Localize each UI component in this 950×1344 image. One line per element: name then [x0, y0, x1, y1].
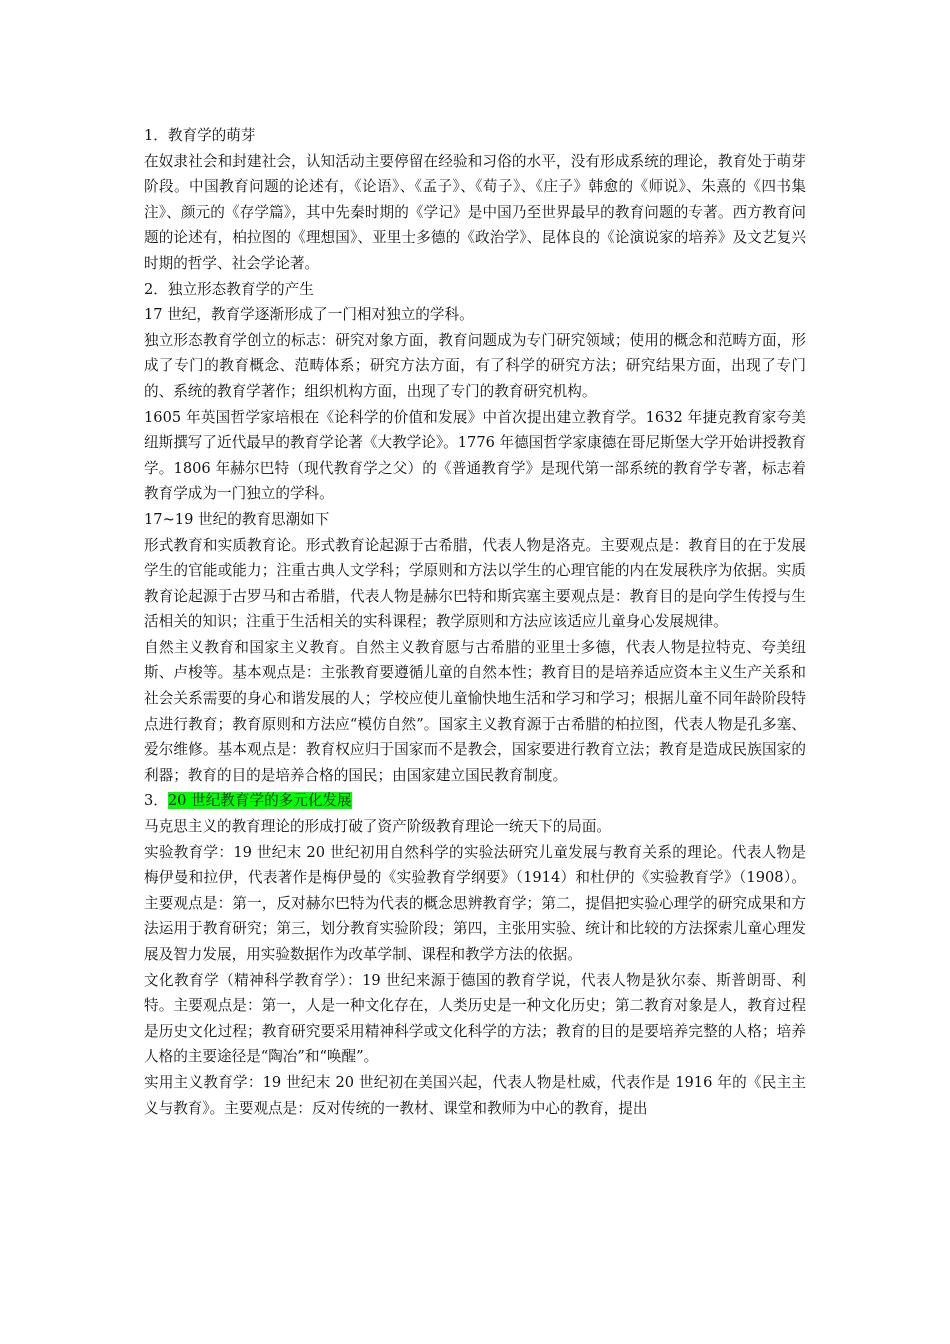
section3-heading [144, 788, 806, 814]
section3-number: 3． [144, 792, 168, 810]
section1-title: 1．教育学的萌芽 [144, 127, 256, 144]
section1-paragraph-1: 在奴隶社会和封建社会，认知活动主要停留在经验和习俗的水平，没有形成系统的理论，教育处于萌芽阶段。中国教育问题的论述有，《论语》、《孟子》、《荀子》、《庄子》韩愈的《师说》、朱熹的《四书集注》、颜元的《存学篇》，其中先秦时期的《学记》是中国乃至世界最早的教育问题的专著。西方教育问题的论述有，柏拉图的《理想国》、亚里士多德的《政治学》、昆体良的《论演说家的培养》及文艺复兴时期的哲学、社会学论著。 [144, 152, 806, 272]
section3-title-highlighted: 20 世纪教育学的多元化发展 [167, 792, 352, 810]
section2-paragraph-5: 形式教育和实质教育论。形式教育论起源于古希腊，代表人物是洛克。主要观点是：教育目的在于发展学生的官能或能力；注重古典人文学科；学原则和方法以学生的心理官能的内在发展秩序为依据。实质教育论起源于古罗马和古希腊，代表人物是赫尔巴特和斯宾塞主要观点是：教育目的是向学生传授与生活相关的知识；注重于生活相关的实科课程；教学原则和方法应该适应儿童身心发展规律。 [144, 536, 806, 631]
document-page [144, 123, 806, 1121]
section2-paragraph-4: 17~19 世纪的教育思潮如下 [144, 510, 330, 528]
section2-paragraph-2: 独立形态教育学创立的标志：研究对象方面，教育问题成为专门研究领域；使用的概念和范畴方面，形成了专门的教育概念、范畴体系；研究方法方面，有了科学的研究方法；研究结果方面，出现了专门的、系统的教育学著作；组织机构方面，出现了专门的教育研究机构。 [144, 331, 806, 400]
section3-paragraph-4: 实用主义教育学：19 世纪末 20 世纪初在美国兴起，代表人物是杜威，代表作是 1916 年的《民主主义与教育》。主要观点是：反对传统的一教材、课堂和教师为中心的教育，提出 [144, 1073, 806, 1117]
section3-paragraph-3: 文化教育学（精神科学教育学）：19 世纪来源于德国的教育学说，代表人物是狄尔泰、斯普朗哥、利特。主要观点是：第一，人是一种文化存在，人类历史是一种文化历史；第二教育对象是人，教育过程是历史文化过程；教育研究要采用精神科学或文化科学的方法；教育的目的是要培养完整的人格；培养人格的主要途径是“陶冶”和“唤醒”。 [144, 971, 806, 1066]
section2-title: 2．独立形态教育学的产生 [144, 280, 314, 298]
section2-paragraph-3: 1605 年英国哲学家培根在《论科学的价值和发展》中首次提出建立教育学。1632 年捷克教育家夸美纽斯撰写了近代最早的教育学论著《大教学论》。1776 年德国哲学家康德在哥尼斯堡大学开始讲授教育学。1806 年赫尔巴特（现代教育学之父）的《普通教育学》是现代第一部系统的教育学专著，标志着教育学成为一门独立的学科。 [144, 408, 807, 503]
section3-paragraph-2: 实验教育学：19 世纪末 20 世纪初用自然科学的实验法研究儿童发展与教育关系的理论。代表人物是梅伊曼和拉伊，代表著作是梅伊曼的《实验教育学纲要》（1914）和杜伊的《实验教育学》（1908）。主要观点是：第一，反对赫尔巴特为代表的概念思辨教育学；第二，提倡把实验心理学的研究成果和方法运用于教育研究；第三，划分教育实验阶段；第四，主张用实验、统计和比较的方法探索儿童心理发展及智力发展，用实验数据作为改革学制、课程和教学方法的依据。 [144, 843, 806, 963]
section2-paragraph-1: 17 世纪，教育学逐渐形成了一门相对独立的学科。 [144, 306, 474, 324]
section3-paragraph-1: 马克思主义的教育理论的形成打破了资产阶级教育理论一统天下的局面。 [144, 818, 612, 836]
section2-paragraph-6: 自然主义教育和国家主义教育。自然主义教育愿与古希腊的亚里士多德，代表人物是拉特克、夸美纽斯、卢梭等。基本观点是：主张教育要遵循儿童的自然本性；教育目的是培养适应资本主义生产关系和社会关系需要的身心和谐发展的人；学校应使儿童愉快地生活和学习和学习；根据儿童不同年龄阶段特点进行教育；教育原则和方法应“模仿自然”。国家主义教育源于古希腊的柏拉图，代表人物是孔多塞、爱尔维修。基本观点是：教育权应归于国家而不是教会，国家要进行教育立法；教育是造成民族国家的利器；教育的目的是培养合格的国民；由国家建立国民教育制度。 [144, 638, 806, 784]
